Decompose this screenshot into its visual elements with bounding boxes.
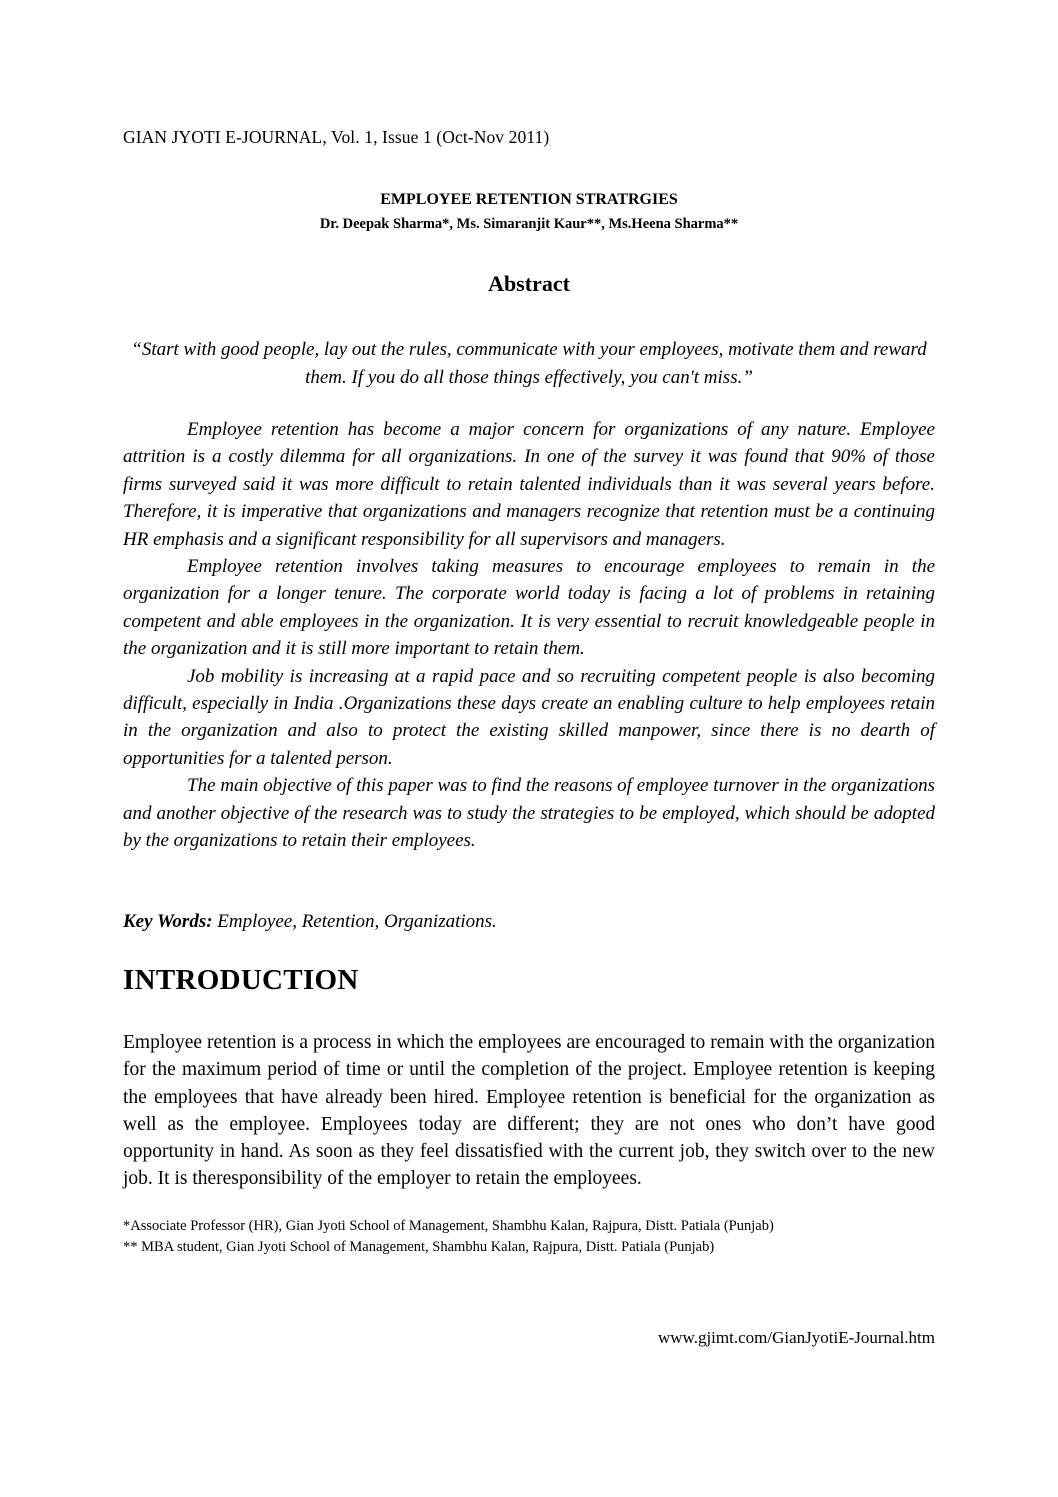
introduction-heading: INTRODUCTION — [123, 964, 359, 996]
journal-header: GIAN JYOTI E-JOURNAL, Vol. 1, Issue 1 (Oct-Nov 2011) — [123, 127, 550, 147]
abstract-quote: “Start with good people, lay out the rules, communicate with your employees, motivate them and reward them. If you do all those things effectively, you can't miss.” — [131, 339, 927, 388]
paper-authors: Dr. Deepak Sharma*, Ms. Simaranjit Kaur**, Ms.Heena Sharma** — [319, 216, 739, 232]
footnote: *Associate Professor (HR), Gian Jyoti School of Management, Shambhu Kalan, Rajpura, Distt. Patiala (Punjab) — [123, 1218, 774, 1234]
footer-url: www.gjimt.com/GianJyotiE-Journal.htm — [657, 1328, 935, 1347]
abstract-paragraph: Employee retention involves taking measures to encourage employees to remain in the organization for a longer tenure. The corporate world today is facing a lot of problems in retaining competent and able employees in the organization. It is very essential to recruit knowledgeable people in the organization and it is still more important to retain them. — [123, 556, 935, 660]
abstract-body — [123, 416, 935, 855]
abstract-paragraph: Job mobility is increasing at a rapid pace and so recruiting competent people is also becoming difficult, especially in India .Organizations these days create an enabling culture to help employees retain in the organization and also to protect the existing skilled manpower, since there is no dearth of opportunities for a talented person. — [123, 665, 935, 769]
paper-title: EMPLOYEE RETENTION STRATRGIES — [380, 191, 678, 208]
abstract-paragraph: Employee retention has become a major concern for organizations of any nature. Employee attrition is a costly dilemma for all organizations. In one of the survey it was found that 90% of those firms surveyed said it was more difficult to retain talented individuals than it was several years before. Therefore, it is imperative that organizations and managers recognize that retention must be a continuing HR emphasis and a significant responsibility for all supervisors and managers. — [123, 419, 935, 550]
footnote: ** MBA student, Gian Jyoti School of Management, Shambhu Kalan, Rajpura, Distt. Patiala (Punjab) — [123, 1239, 715, 1255]
keywords-label: Key Words: — [123, 911, 213, 932]
abstract-heading: Abstract — [488, 271, 570, 296]
keywords-line — [123, 911, 497, 933]
abstract-paragraph: The main objective of this paper was to find the reasons of employee turnover in the organizations and another objective of the research was to study the strategies to be employed, which should be adopted by the organizations to retain their employees. — [123, 775, 935, 852]
introduction-body: Employee retention is a process in which the employees are encouraged to remain with the organization for the maximum period of time or until the completion of the project. Employee retention is keeping the employees that have already been hired. Employee retention is beneficial for the organization as well as the employee. Employees today are different; they are not ones who don’t have good opportunity in hand. As soon as they feel dissatisfied with the current job, they switch over to the new job. It is theresponsibility of the employer to retain the employees. — [123, 1032, 935, 1190]
keywords-value: Employee, Retention, Organizations. — [212, 911, 497, 932]
footnotes — [123, 1216, 935, 1258]
